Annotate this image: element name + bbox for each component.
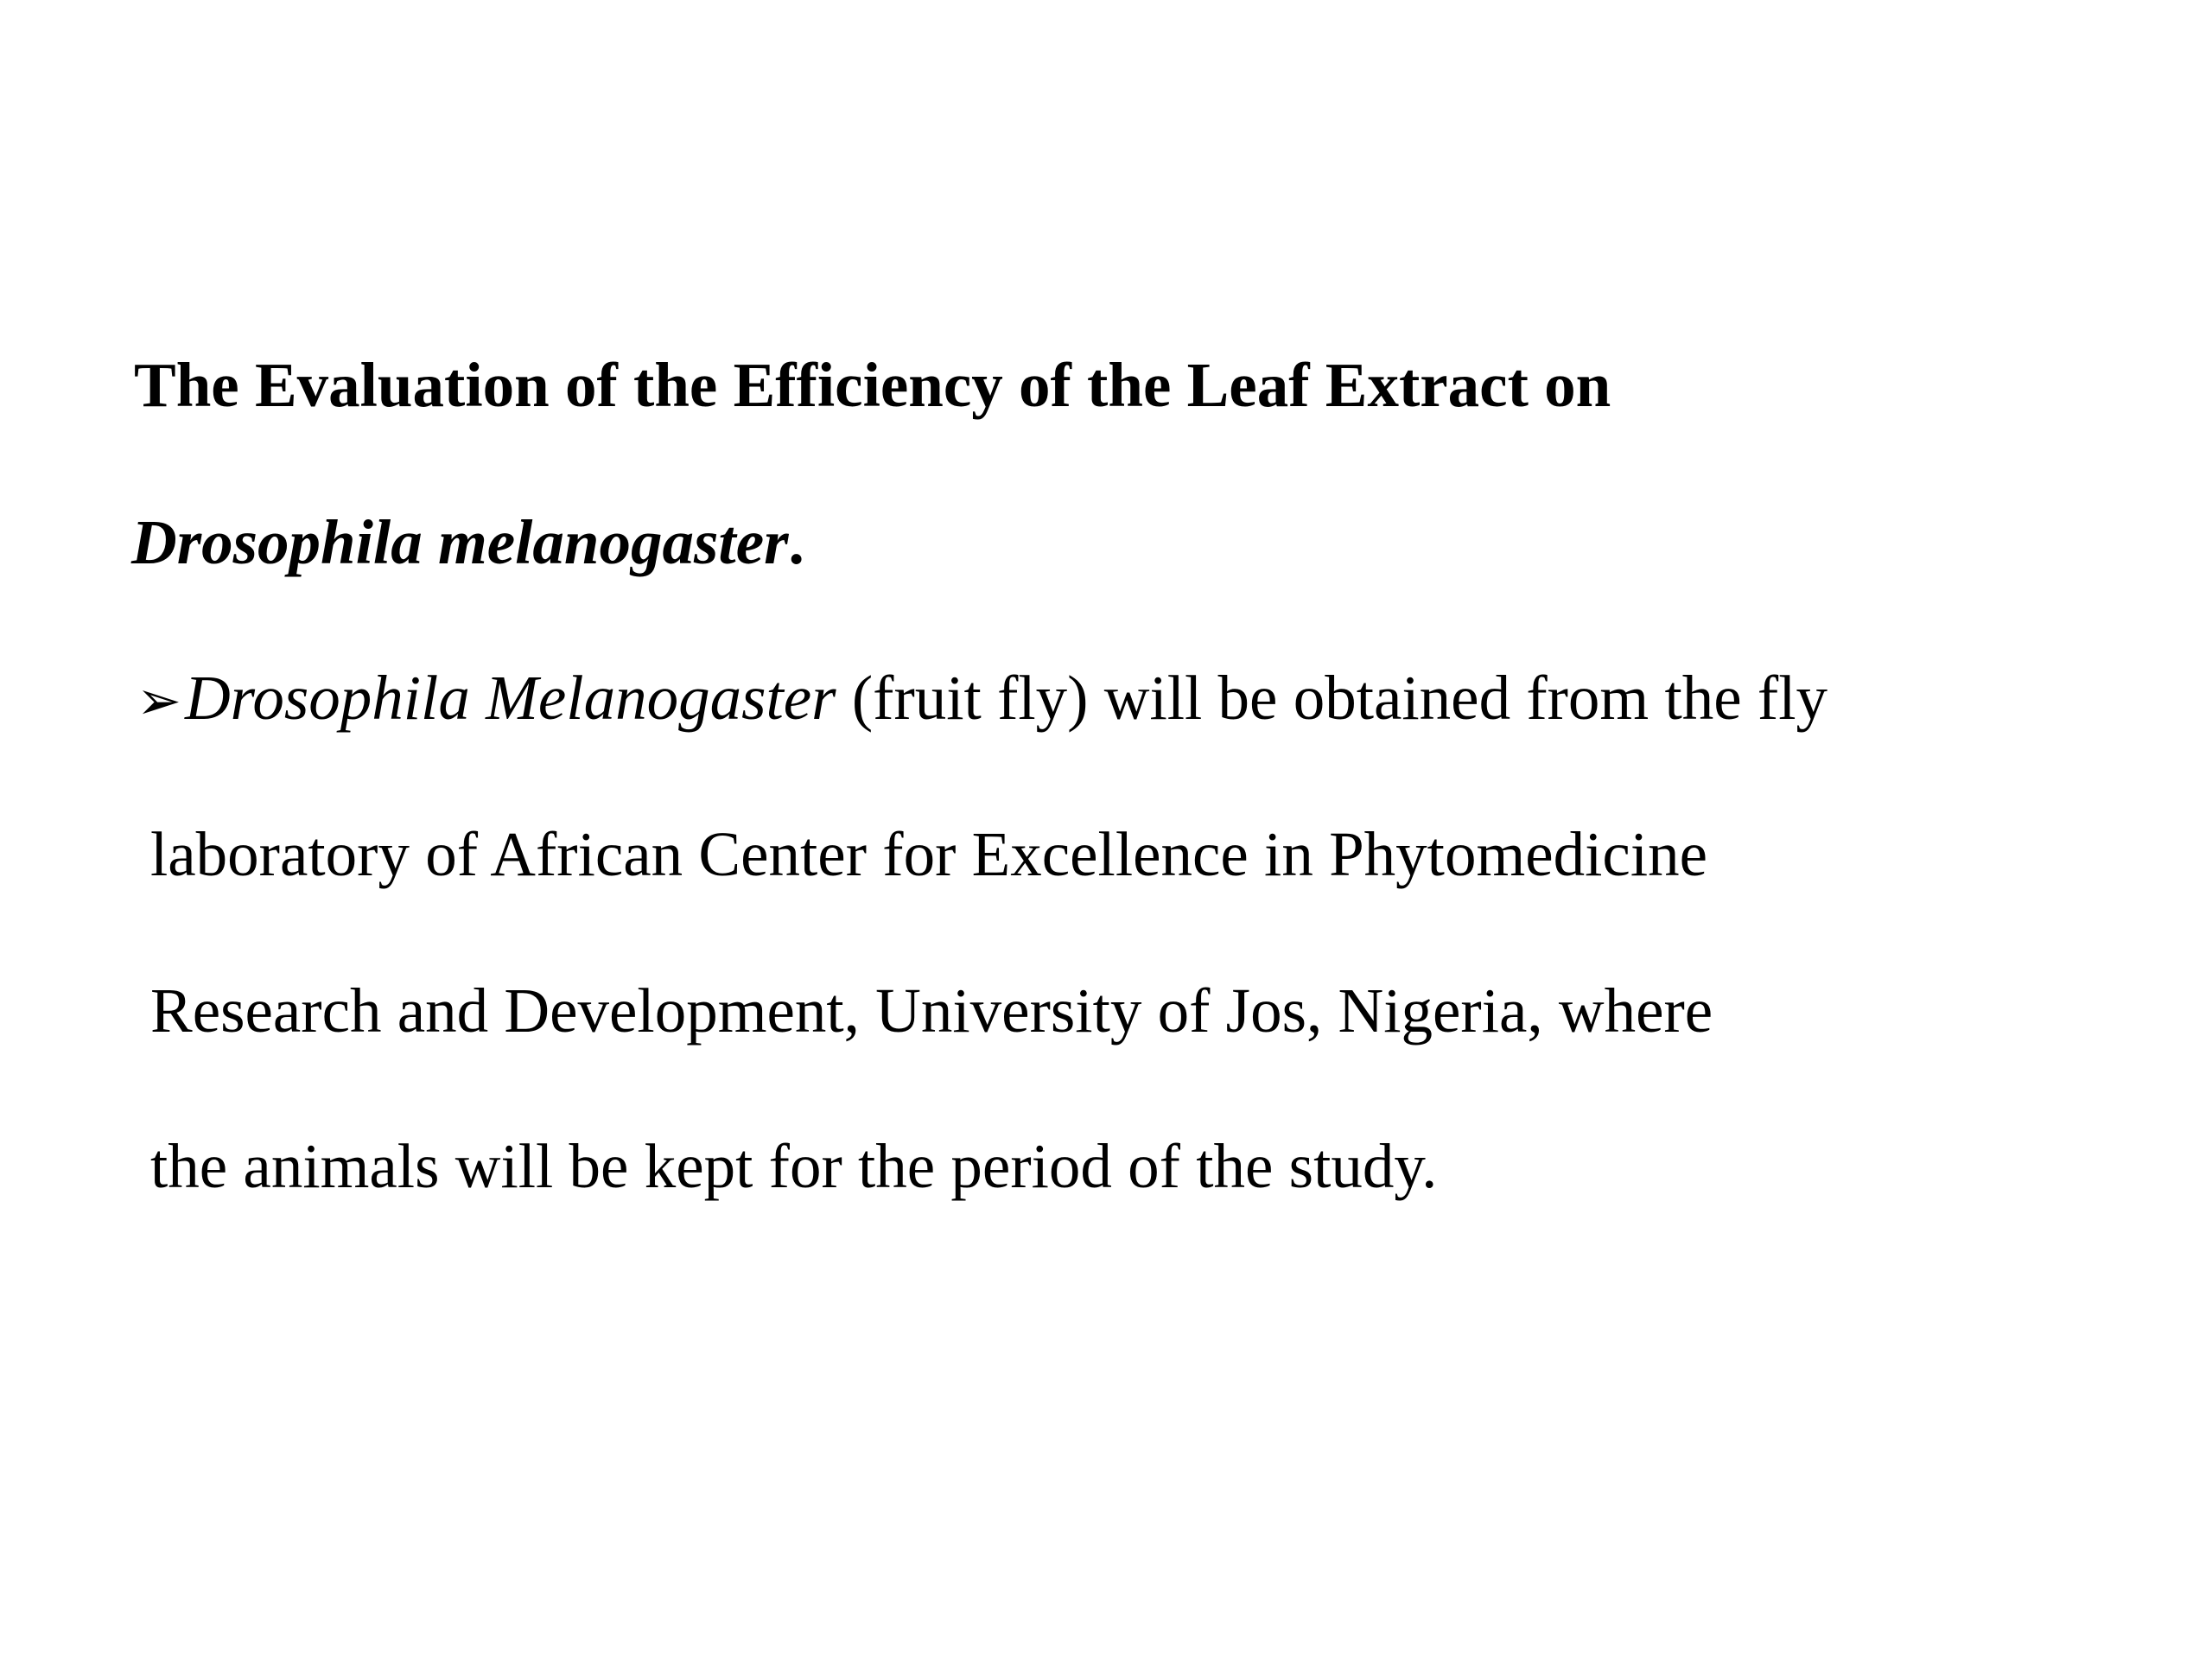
- heading-line-2: [131, 507, 804, 577]
- bullet-species: Drosophila Melanogaster: [184, 663, 836, 733]
- bullet-text-line-2: laboratory of African Center for Excellence in Phytomedicine: [150, 819, 1708, 889]
- bullet-text-line-1: (fruit fly) will be obtained from the fly: [836, 663, 1827, 733]
- heading-species: Drosophila melanogaster: [131, 507, 789, 577]
- bullet-text-line-3: Research and Development, University of Jos, Nigeria, where: [150, 976, 1713, 1046]
- bullet-item: [137, 663, 1827, 733]
- arrow-bullet-icon: ➢: [137, 669, 181, 732]
- bullet-text-line-4: the animals will be kept for the period of the study.: [150, 1131, 1438, 1201]
- heading-period: .: [788, 507, 804, 577]
- heading-line-1: The Evaluation of the Efficiency of the Leaf Extract on: [134, 350, 1611, 420]
